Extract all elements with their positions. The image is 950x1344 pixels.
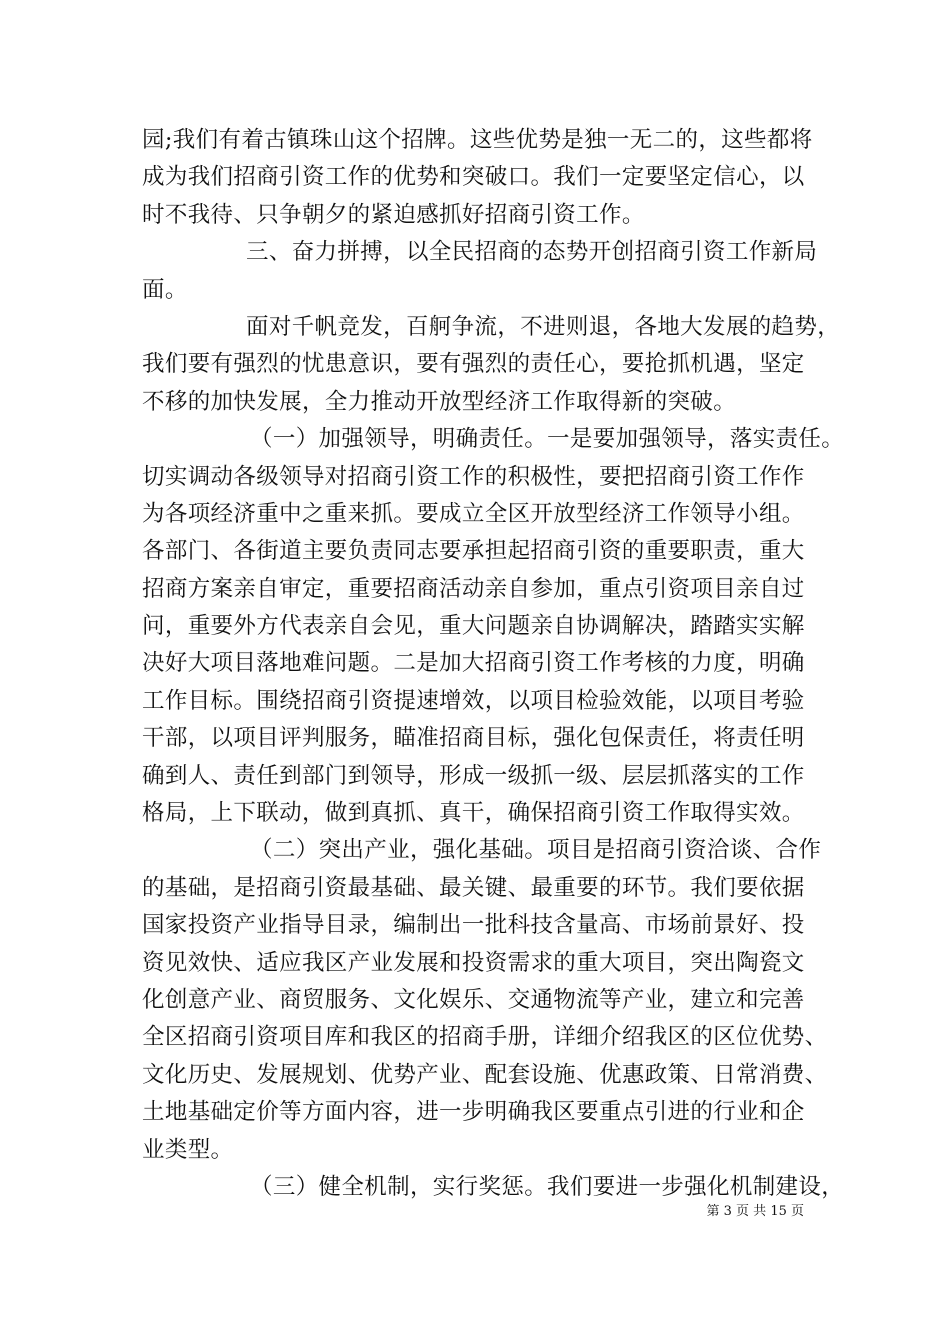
text-line: 化创意产业、商贸服务、文化娱乐、交通物流等产业，建立和完善 <box>142 986 805 1013</box>
text-line: 全区招商引资项目库和我区的招商手册，详细介绍我区的区位优势、 <box>142 1024 828 1051</box>
text-line: 时不我待、只争朝夕的紧迫感抓好招商引资工作。 <box>142 201 645 228</box>
text-line: 为各项经济重中之重来抓。要成立全区开放型经济工作领导小组。 <box>142 500 805 527</box>
body-text <box>142 122 845 1206</box>
text-line: 成为我们招商引资工作的优势和突破口。我们一定要坚定信心，以 <box>142 164 805 191</box>
paragraph-start-line: （二）突出产业，强化基础。项目是招商引资洽谈、合作 <box>250 837 822 864</box>
text-line: 决好大项目落地难问题。二是加大招商引资工作考核的力度，明确 <box>142 650 805 677</box>
text-line: 我们要有强烈的忧患意识，要有强烈的责任心，要抢抓机遇，坚定 <box>142 351 805 378</box>
text-line: 国家投资产业指导目录，编制出一批科技含量高、市场前景好、投 <box>142 912 805 939</box>
text-line: 格局，上下联动，做到真抓、真干，确保招商引资工作取得实效。 <box>142 800 805 827</box>
paragraph-start-line: 面对千帆竞发，百舸争流，不进则退，各地大发展的趋势， <box>246 313 841 340</box>
paragraph-start-line: （三）健全机制，实行奖惩。我们要进一步强化机制建设， <box>250 1173 845 1200</box>
section-heading-line: 面。 <box>142 276 188 303</box>
text-line: 招商方案亲自审定，重要招商活动亲自参加，重点引资项目亲自过 <box>142 575 805 602</box>
text-line: 各部门、各街道主要负责同志要承担起招商引资的重要职责，重大 <box>142 538 805 565</box>
text-line: 文化历史、发展规划、优势产业、配套设施、优惠政策、日常消费、 <box>142 1061 828 1088</box>
text-line: 问，重要外方代表亲自会见，重大问题亲自协调解决，踏踏实实解 <box>142 613 805 640</box>
page-number-footer: 第 3 页 共 15 页 <box>706 1204 804 1219</box>
text-line: 干部，以项目评判服务，瞄准招商目标，强化包保责任，将责任明 <box>142 725 805 752</box>
text-line: 的基础，是招商引资最基础、最关键、最重要的环节。我们要依据 <box>142 874 805 901</box>
text-line: 切实调动各级领导对招商引资工作的积极性，要把招商引资工作作 <box>142 463 805 490</box>
text-line: 土地基础定价等方面内容，进一步明确我区要重点引进的行业和企 <box>142 1099 805 1126</box>
text-line: 不移的加快发展，全力推动开放型经济工作取得新的突破。 <box>142 388 737 415</box>
paragraph-start-line: （一）加强领导，明确责任。一是要加强领导，落实责任。 <box>250 426 845 453</box>
section-heading-line: 三、奋力拼搏，以全民招商的态势开创招商引资工作新局 <box>246 239 818 266</box>
text-line: 园;我们有着古镇珠山这个招牌。这些优势是独一无二的，这些都将 <box>142 127 813 153</box>
text-line: 确到人、责任到部门到领导，形成一级抓一级、层层抓落实的工作 <box>142 762 805 789</box>
text-line: 业类型。 <box>142 1136 234 1163</box>
text-line: 资见效快、适应我区产业发展和投资需求的重大项目，突出陶瓷文 <box>142 949 805 976</box>
text-line: 工作目标。围绕招商引资提速增效，以项目检验效能，以项目考验 <box>142 687 805 714</box>
